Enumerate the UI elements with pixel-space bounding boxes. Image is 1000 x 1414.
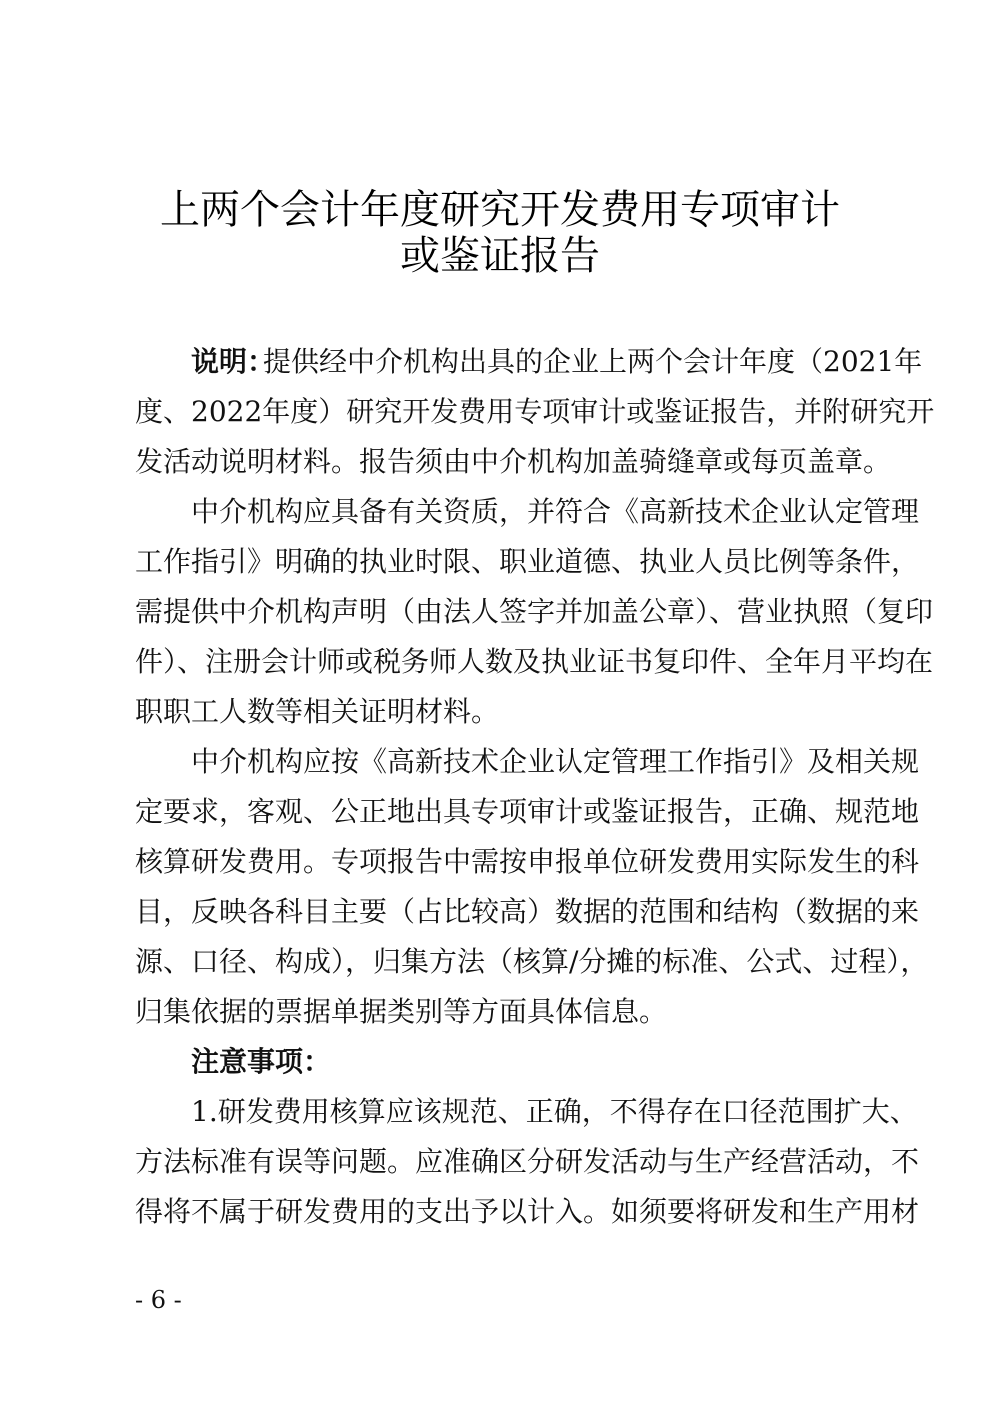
- attention-line-1: 1.研发费用核算应该规范、正确，不得存在口径范围扩大、: [191, 1095, 918, 1128]
- paragraph3-line-3: 核算研发费用。专项报告中需按申报单位研发费用实际发生的科: [135, 845, 920, 878]
- note-label: 说明：: [191, 345, 276, 378]
- paragraph2-line-1: 中介机构应具备有关资质，并符合《高新技术企业认定管理: [191, 495, 920, 528]
- paragraph2-line-4: 件）、注册会计师或税务师人数及执业证书复印件、全年月平均在: [135, 645, 934, 678]
- paragraph2-line-2: 工作指引》明确的执业时限、职业道德、执业人员比例等条件，: [135, 545, 920, 578]
- note-line-1: 提供经中介机构出具的企业上两个会计年度（2021年: [263, 345, 923, 378]
- paragraph3-line-6: 归集依据的票据单据类别等方面具体信息。: [135, 995, 668, 1028]
- attention-heading: 注意事项：: [191, 1045, 332, 1078]
- paragraph2-line-5: 职职工人数等相关证明材料。: [135, 695, 500, 728]
- page-number: - 6 -: [135, 1286, 182, 1314]
- attention-line-3: 得将不属于研发费用的支出予以计入。如须要将研发和生产用材: [135, 1195, 920, 1228]
- paragraph3-line-1: 中介机构应按《高新技术企业认定管理工作指引》及相关规: [191, 745, 920, 778]
- note-line-2: 度、2022年度）研究开发费用专项审计或鉴证报告，并附研究开: [135, 395, 935, 428]
- paragraph3-line-5: 源、口径、构成），归集方法（核算/分摊的标准、公式、过程），: [135, 945, 929, 978]
- document-title-line-2: 或鉴证报告: [400, 233, 600, 279]
- paragraph3-line-2: 定要求，客观、公正地出具专项审计或鉴证报告，正确、规范地: [135, 795, 920, 828]
- paragraph2-line-3: 需提供中介机构声明（由法人签字并加盖公章）、营业执照（复印: [135, 595, 934, 628]
- paragraph3-line-4: 目，反映各科目主要（占比较高）数据的范围和结构（数据的来: [135, 895, 920, 928]
- attention-line-2: 方法标准有误等问题。应准确区分研发活动与生产经营活动，不: [135, 1145, 920, 1178]
- note-line-3: 发活动说明材料。报告须由中介机构加盖骑缝章或每页盖章。: [135, 445, 892, 478]
- document-title-line-1: 上两个会计年度研究开发费用专项审计: [160, 187, 840, 233]
